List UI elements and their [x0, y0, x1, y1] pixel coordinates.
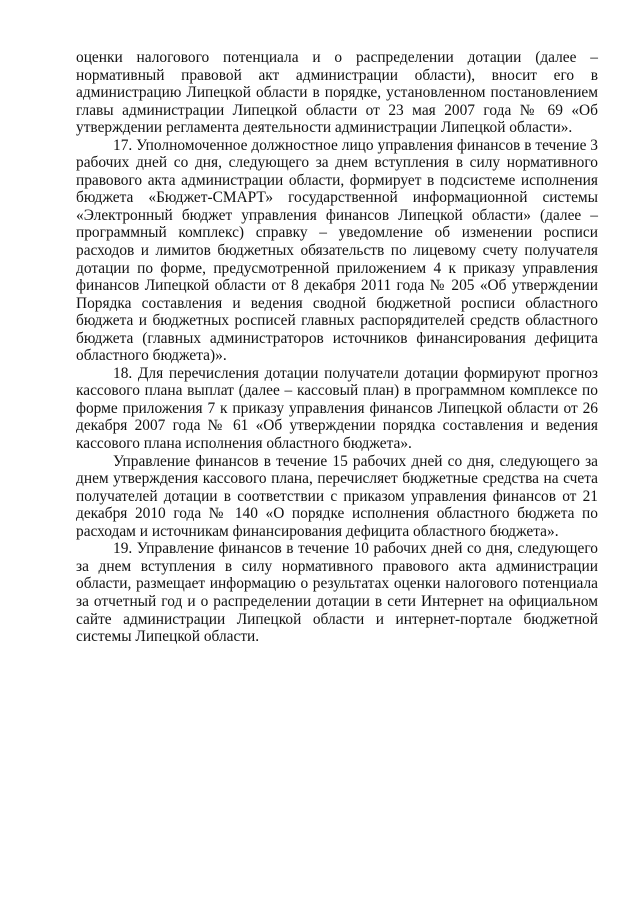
paragraph-item-19: 19. Управление финансов в течение 10 рабочих дней со дня, следующего за днем вступления в силу нормативного правового акта администрации области, размещает информацию о результатах оценки налогового потенциала за отчетный год и о распределении дотации в сети Интернет на официальном сайте администрации Липецкой области и интернет-портале бюджетной системы Липецкой области. [76, 540, 598, 646]
paragraph-transfer-funds: Управление финансов в течение 15 рабочих дней со дня, следующего за днем утверждения кассового плана, перечисляет бюджетные средства на счета получателей дотации в соответствии с приказом управления финансов от 21 декабря 2010 года № 140 «О порядке исполнения областного бюджета по расходам и источникам финансирования дефицита областного бюджета». [76, 452, 598, 540]
paragraph-item-17: 17. Уполномоченное должностное лицо управления финансов в течение 3 рабочих дней со дня, следующего за днем вступления в силу нормативного правового акта администрации области, формирует в подсистеме исполнения бюджета «Бюджет-СМАРТ» государственной информационной системы «Электронный бюджет управления финансов Липецкой области» (далее – программный комплекс) справку – уведомление об изменении росписи расходов и лимитов бюджетных обязательств по лицевому счету получателя дотации по форме, предусмотренной приложением 4 к приказу управления финансов Липецкой области от 8 декабря 2011 года № 205 «Об утверждении Порядка составления и ведения сводной бюджетной росписи областного бюджета и бюджетных росписей главных распорядителей средств областного бюджета (главных администраторов источников финансирования дефицита областного бюджета)». [76, 136, 598, 365]
paragraph-continuation: оценки налогового потенциала и о распределении дотации (далее – нормативный правовой акт администрации области), вносит его в администрацию Липецкой области в порядке, установленном постановлением главы администрации Липецкой области от 23 мая 2007 года № 69 «Об утверждении регламента деятельности администрации Липецкой области». [76, 49, 598, 137]
document-body [76, 49, 598, 646]
paragraph-item-18: 18. Для перечисления дотации получатели дотации формируют прогноз кассового плана выплат (далее – кассовый план) в программном комплексе по форме приложения 7 к приказу управления финансов Липецкой области от 26 декабря 2007 года № 61 «Об утверждении порядка составления и ведения кассового плана исполнения областного бюджета». [76, 364, 598, 453]
